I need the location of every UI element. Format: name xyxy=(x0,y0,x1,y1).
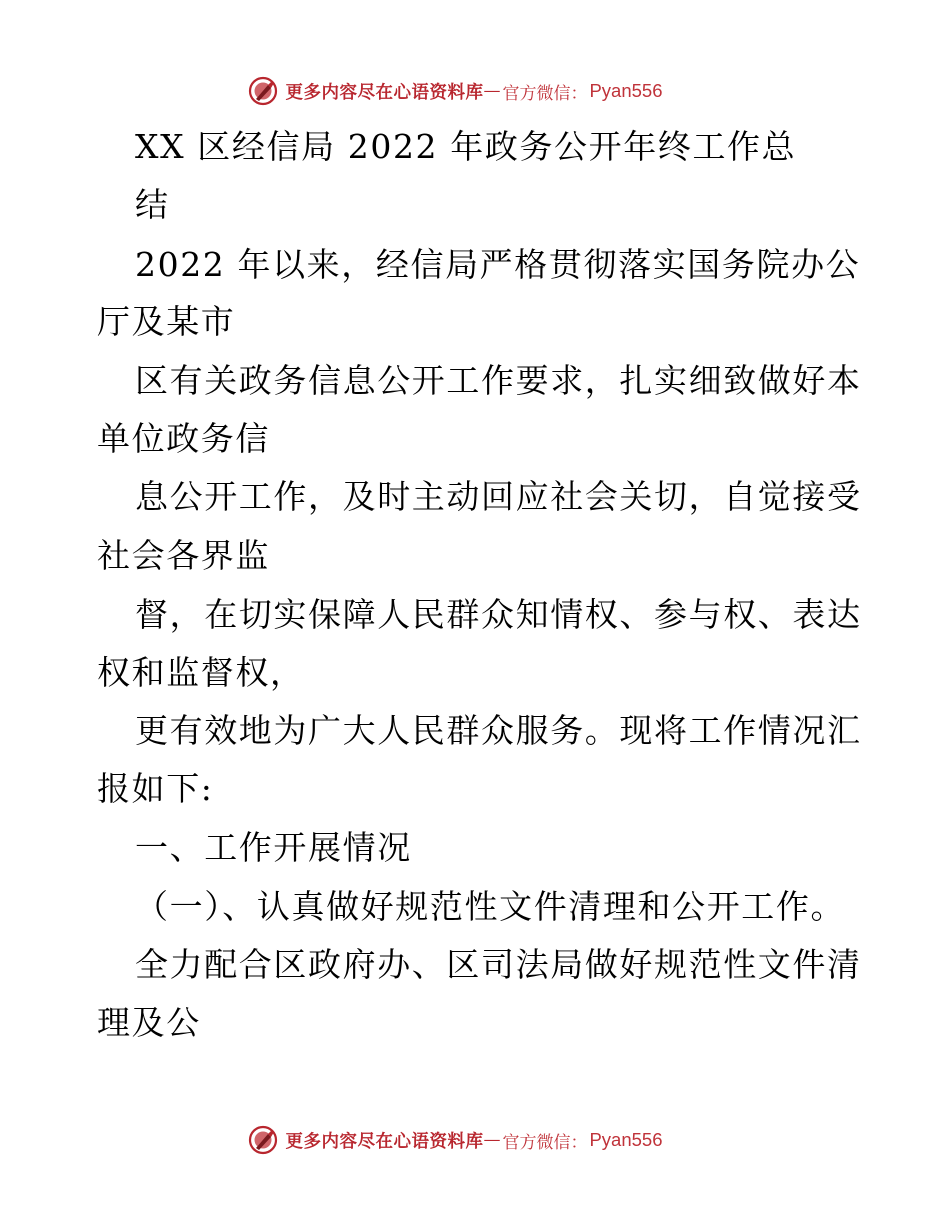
paragraph-line: 2022 年以来，经信局严格贯彻落实国务院办公 xyxy=(135,245,861,284)
paragraph-line: 全力配合区政府办、区司法局做好规范性文件清 xyxy=(135,945,862,984)
subsection-heading: （一）、认真做好规范性文件清理和公开工作。 xyxy=(135,887,846,926)
paragraph-line: 更有效地为广大人民群众服务。现将工作情况汇 xyxy=(135,711,862,750)
paragraph-line: 督，在切实保障人民群众知情权、参与权、表达 xyxy=(135,595,862,634)
footer-banner xyxy=(0,1120,950,1160)
pen-nib-logo-icon xyxy=(247,75,279,107)
paragraph-line: 报如下: xyxy=(97,769,214,808)
section-heading: 一、工作开展情况 xyxy=(135,828,412,867)
document-title-line-2: 结 xyxy=(135,185,170,224)
banner-main-text: 更多内容尽在心语资料库 xyxy=(285,1131,484,1152)
paragraph-line: 单位政务信 xyxy=(97,419,270,458)
pen-nib-logo-icon xyxy=(247,1124,279,1156)
banner-separator: — xyxy=(483,81,501,101)
banner-separator: — xyxy=(483,1130,501,1150)
paragraph-line: 厅及某市 xyxy=(97,302,236,341)
paragraph-line: 社会各界监 xyxy=(97,536,270,575)
banner-label: 官方微信： xyxy=(502,83,588,104)
banner-wechat-id: Pyan556 xyxy=(589,80,663,101)
document-title-line-1: XX 区经信局 2022 年政务公开年终工作总 xyxy=(135,127,797,166)
banner-label: 官方微信： xyxy=(502,1132,588,1153)
paragraph-line: 权和监督权， xyxy=(97,653,305,692)
header-banner xyxy=(0,71,950,111)
paragraph-line: 息公开工作，及时主动回应社会关切，自觉接受 xyxy=(135,477,862,516)
paragraph-line: 区有关政务信息公开工作要求，扎实细致做好本 xyxy=(135,361,862,400)
paragraph-line: 理及公 xyxy=(97,1003,201,1042)
banner-main-text: 更多内容尽在心语资料库 xyxy=(285,82,484,103)
banner-wechat-id: Pyan556 xyxy=(589,1129,663,1150)
